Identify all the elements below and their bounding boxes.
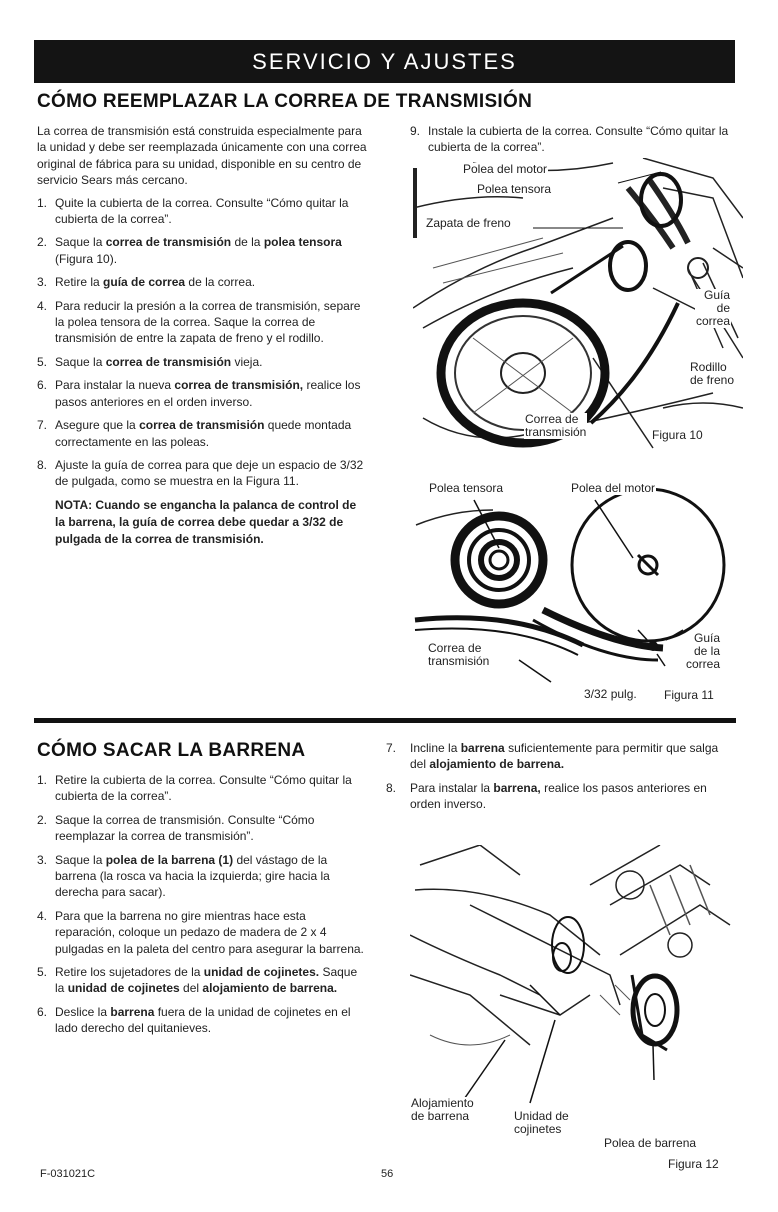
step-text: Ajuste la guía de correa para que deje un espacio de 3/32 de pulgada, como se muestra en la Figura 11. <box>55 457 364 489</box>
s1-step-9 <box>410 123 740 156</box>
section2-right-column <box>386 740 736 820</box>
step-number: 5. <box>37 965 48 980</box>
step-text: Para que la barrena no gire mientras hace esta reparación, coloque un pedazo de madera de 2 x 4 pulgadas en la paleta del centro para asegurar la barrena. <box>55 908 364 956</box>
step-text: Retire los sujetadores de la unidad de cojinetes. Saque la unidad de cojinetes del alojamiento de barrena. <box>55 965 358 996</box>
fig11-label-guia: Guía de la correa <box>686 631 721 671</box>
fig10-caption: Figura 10 <box>652 428 703 442</box>
section1-right-column <box>410 123 740 163</box>
fig12-label-alojamiento: Alojamiento de barrena <box>411 1096 474 1123</box>
s1-step-7 <box>37 417 369 450</box>
step-number: 1. <box>37 195 48 210</box>
step-text: Para instalar la nueva correa de transmisión, realice los pasos anteriores en el orden inverso. <box>55 378 361 409</box>
section-divider <box>34 718 736 723</box>
section-banner: SERVICIO Y AJUSTES <box>34 40 735 83</box>
s1-step-4 <box>37 298 369 347</box>
s2-step-6 <box>37 1004 369 1037</box>
step-number: 3. <box>37 852 48 867</box>
step-text: Asegure que la correa de transmisión quede montada correctamente en las poleas. <box>55 418 352 449</box>
step-number: 5. <box>37 354 48 369</box>
fig10-label-zapata: Zapata de freno <box>426 216 511 230</box>
step-number: 6. <box>37 1004 48 1019</box>
s2-step-2 <box>37 812 369 845</box>
fig10-label-polea-tensora: Polea tensora <box>477 182 552 196</box>
figure-10 <box>413 158 743 458</box>
step-number: 2. <box>37 812 48 827</box>
step-text: Saque la correa de transmisión. Consulte “Cómo reemplazar la correa de transmisión”. <box>55 812 315 844</box>
footer-code: F-031021C <box>40 1168 96 1180</box>
fig10-label-polea-motor: Polea del motor <box>463 162 548 176</box>
s1-step-5 <box>37 354 369 370</box>
step-number: 9. <box>410 124 421 138</box>
fig10-label-guia: Guía de correa <box>696 288 731 328</box>
step-text: Para reducir la presión a la correa de transmisión, separe la polea tensora de la correa. Saque la correa de transmisión de entre la zapata de freno y el rodillo. <box>55 298 361 346</box>
fig11-label-gap: 3/32 pulg. <box>584 687 637 701</box>
step-text: Incline la barrena suficientemente para permitir que salga del alojamiento de barrena. <box>410 741 719 772</box>
step-text: Saque la correa de transmisión vieja. <box>55 354 263 369</box>
step-number: 7. <box>37 418 48 433</box>
step-text: Instale la cubierta de la correa. Consulte “Cómo quitar la cubierta de la correa”. <box>428 124 729 155</box>
section1-note: NOTA: Cuando se engancha la palanca de control de la barrena, la guía de correa debe quedar a 3/32 de pulgada de la correa de transmisión. <box>55 497 357 546</box>
s2-step-3 <box>37 852 369 901</box>
section2-left-column <box>37 772 369 1044</box>
section1-left-column <box>37 123 369 548</box>
fig11-label-polea-tensora: Polea tensora <box>429 481 504 495</box>
step-number: 4. <box>37 908 48 923</box>
step-number: 4. <box>37 298 48 313</box>
step-number: 8. <box>37 457 48 472</box>
section1-title: CÓMO REEMPLAZAR LA CORREA DE TRANSMISIÓN <box>37 91 533 112</box>
s1-step-8 <box>37 457 369 490</box>
step-number: 7. <box>386 741 397 755</box>
step-number: 1. <box>37 773 48 787</box>
s1-step-1 <box>37 195 369 228</box>
figure-11-drawing <box>413 470 743 710</box>
step-text: Saque la polea de la barrena (1) del vástago de la barrena (la rosca va hacia la izquierda; gire hacia la derecha para sacar). <box>55 852 330 900</box>
s2-step-5 <box>37 964 369 997</box>
step-text: Retire la cubierta de la correa. Consulte “Cómo quitar la cubierta de la correa”. <box>55 773 352 804</box>
section2-title: CÓMO SACAR LA BARRENA <box>37 740 306 761</box>
s2-step-4 <box>37 908 369 957</box>
fig11-label-correa: Correa de transmisión <box>428 641 490 668</box>
fig12-caption: Figura 12 <box>668 1157 719 1171</box>
figure-12 <box>410 845 740 1171</box>
fig10-label-correa: Correa de transmisión <box>525 412 587 439</box>
s1-step-6 <box>37 377 369 410</box>
step-number: 6. <box>37 378 48 393</box>
s2-step-1 <box>37 772 369 805</box>
step-number: 3. <box>37 275 48 290</box>
s2-step-8 <box>386 780 736 813</box>
fig11-caption: Figura 11 <box>664 688 714 702</box>
fig10-label-rodillo: Rodillo de freno <box>690 360 735 387</box>
step-number: 8. <box>386 780 397 795</box>
step-text: Retire la guía de correa de la correa. <box>55 275 256 290</box>
section1-intro: La correa de transmisión está construida especialmente para la unidad y debe ser reemplazada únicamente con una correa original de fábrica para su unidad, disponible en su centro de servicio Sears más cercano. <box>37 124 367 188</box>
step-number: 2. <box>37 235 48 250</box>
page-number: 56 <box>381 1168 394 1180</box>
s1-step-3 <box>37 274 369 290</box>
fig11-label-polea-motor: Polea del motor <box>571 481 656 495</box>
step-text: Deslice la barrena fuera de la unidad de cojinetes en el lado derecho del quitanieves. <box>55 1004 351 1036</box>
s2-step-7 <box>386 740 736 773</box>
fig12-label-unidad: Unidad de cojinetes <box>514 1109 569 1136</box>
figure-11 <box>413 470 743 710</box>
step-text: Para instalar la barrena, realice los pasos anteriores en orden inverso. <box>410 780 707 812</box>
fig12-label-polea: Polea de barrena <box>604 1136 697 1150</box>
step-text: Quite la cubierta de la correa. Consulte “Cómo quitar la cubierta de la correa”. <box>55 195 349 227</box>
s1-step-2 <box>37 234 369 267</box>
step-text: Saque la correa de transmisión de la polea tensora (Figura 10). <box>55 235 342 266</box>
